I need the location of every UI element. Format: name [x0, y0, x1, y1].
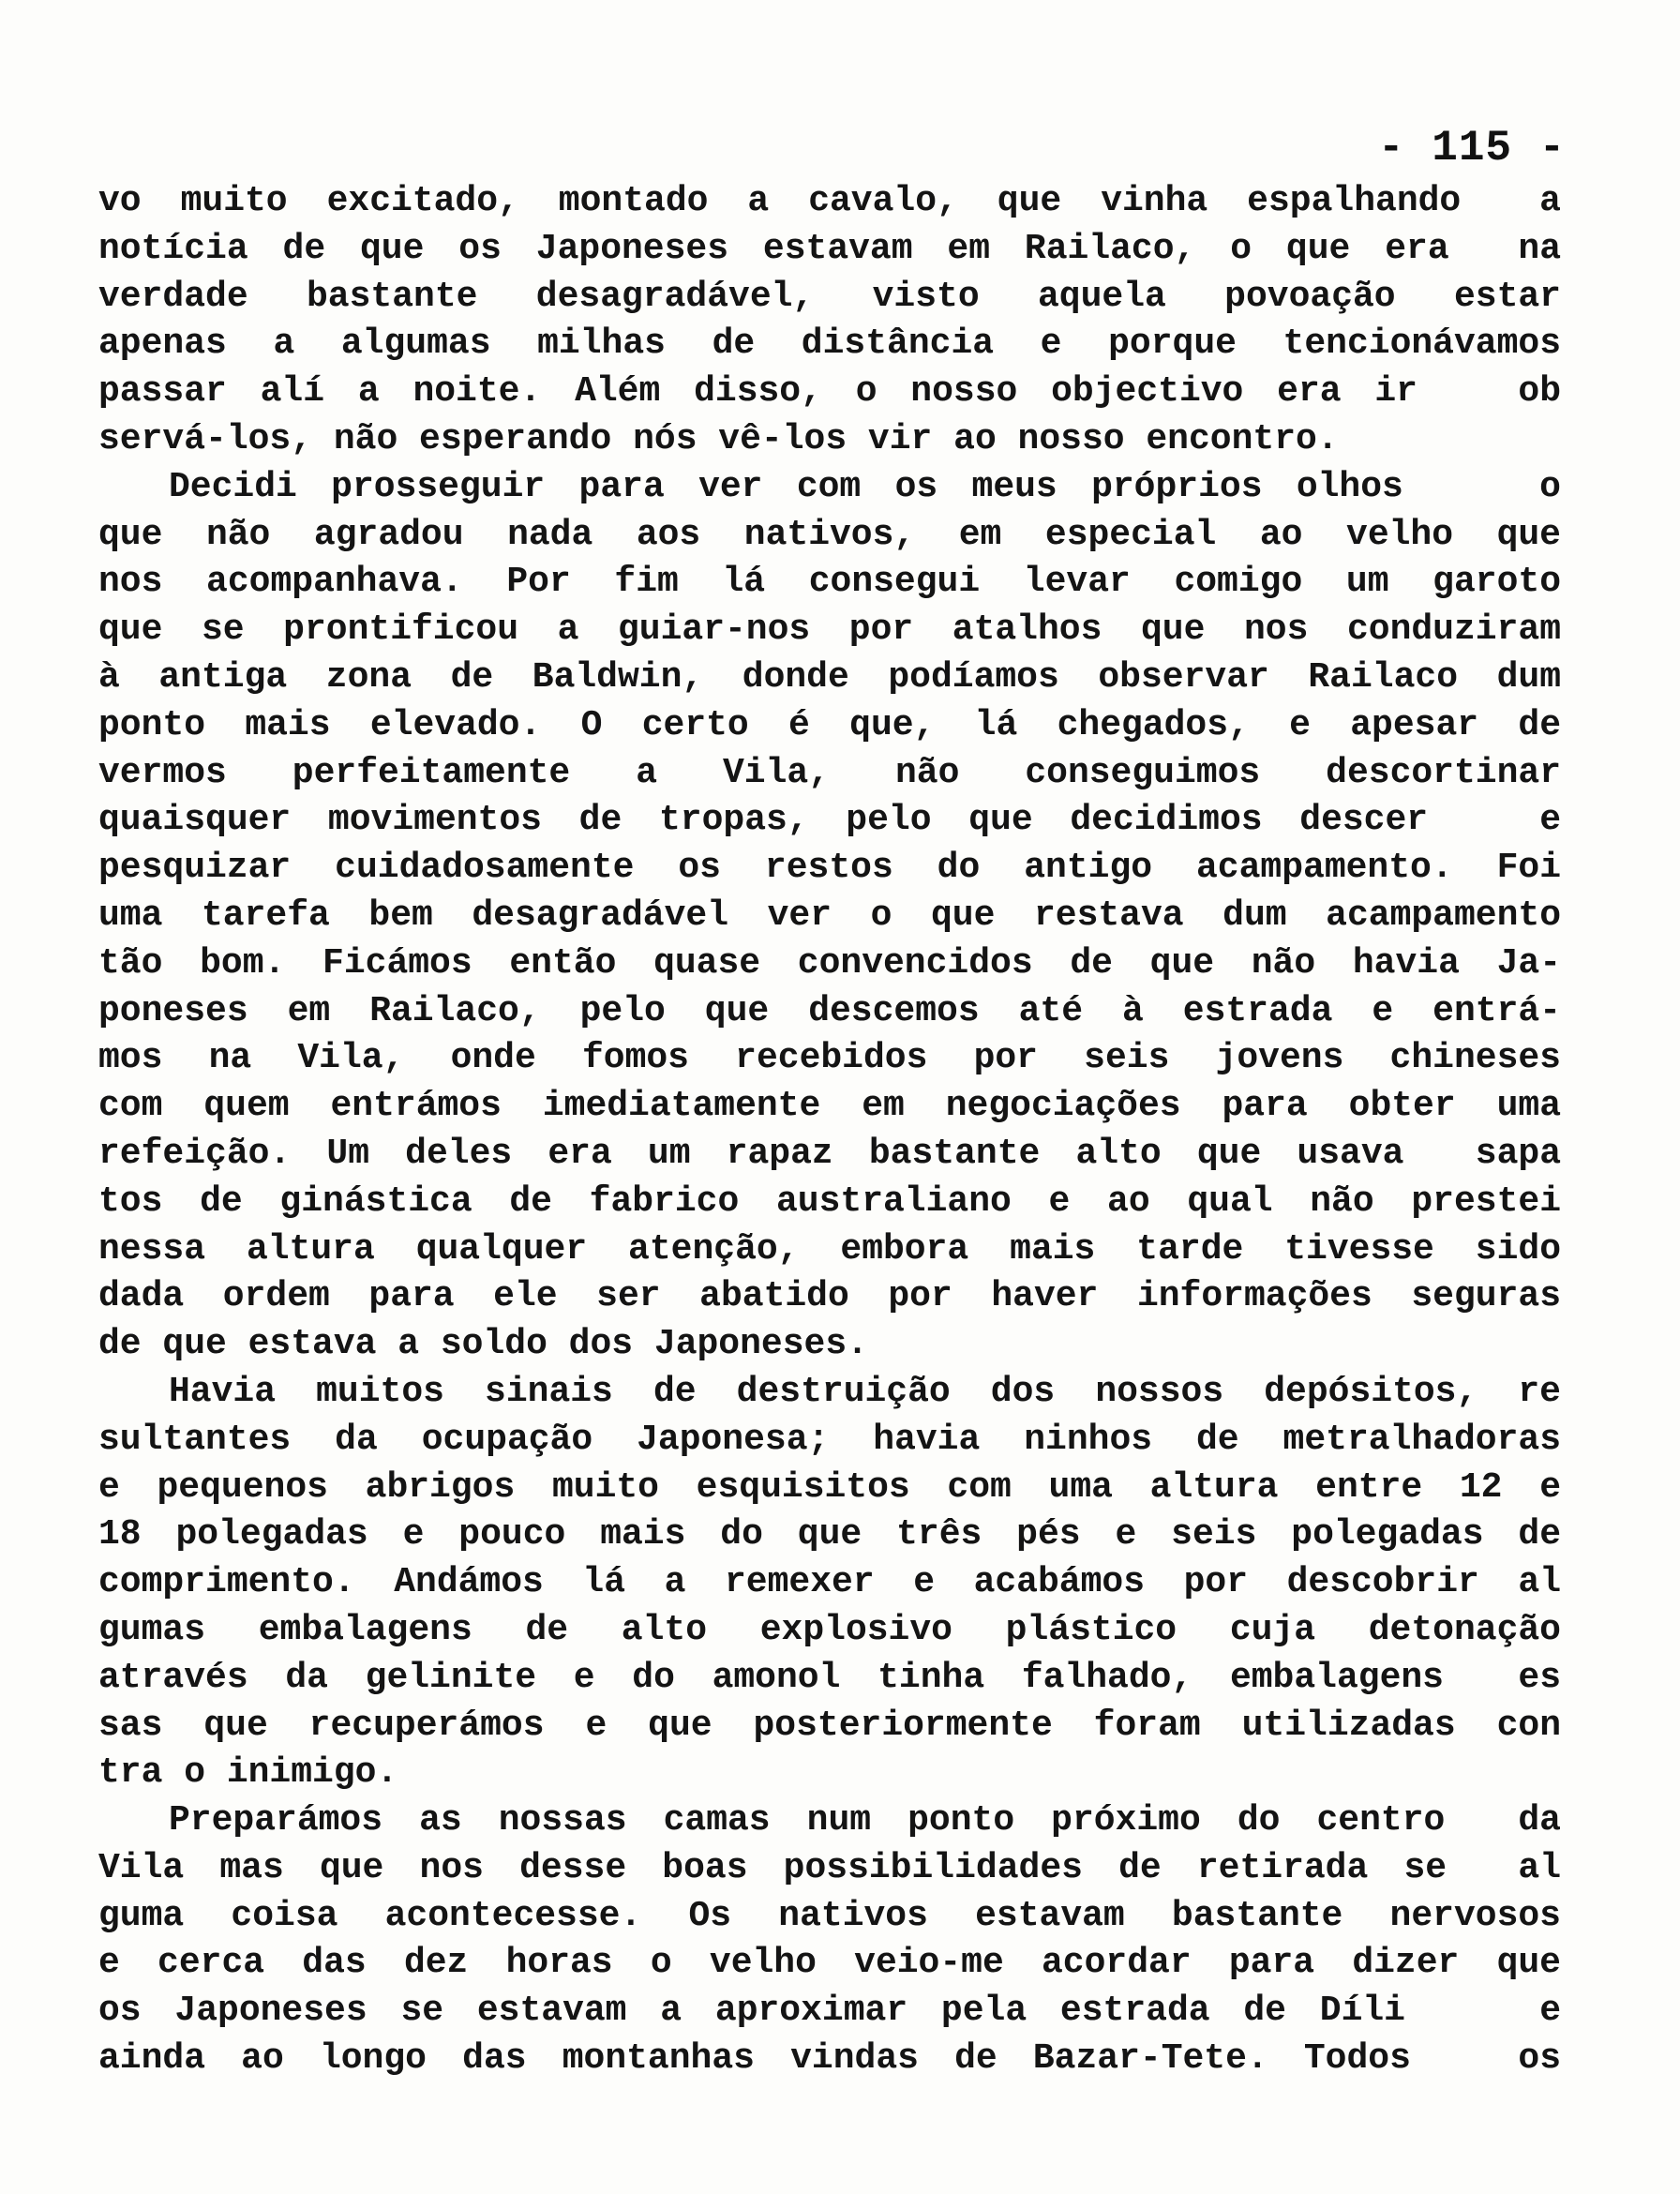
text-line: tão bom. Ficámos então quase convencidos de que não havia Ja- — [98, 942, 1561, 984]
text-line: ainda ao longo das montanhas vindas de Bazar-Tete. Todos os — [98, 2038, 1561, 2080]
page-number: - 115 - — [1378, 124, 1567, 173]
text-line: notícia de que os Japoneses estavam em Railaco, o que era na — [98, 228, 1561, 269]
text-line: à antiga zona de Baldwin, donde podíamos observar Railaco dum — [98, 656, 1561, 698]
text-line: tos de ginástica de fabrico australiano e ao qual não prestei — [98, 1180, 1561, 1222]
text-line: 18 polegadas e pouco mais do que três pés e seis polegadas de — [98, 1514, 1561, 1555]
text-line: comprimento. Andámos lá a remexer e acabámos por descobrir al — [98, 1562, 1561, 1603]
text-line: que se prontificou a guiar-nos por atalhos que nos conduziram — [98, 609, 1561, 651]
text-line: refeição. Um deles era um rapaz bastante alto que usava sapa — [98, 1133, 1561, 1174]
text-line: através da gelinite e do amonol tinha falhado, embalagens es — [98, 1657, 1561, 1698]
text-line: vermos perfeitamente a Vila, não conseguimos descortinar — [98, 752, 1561, 793]
text-line: e cerca das dez horas o velho veio-me acordar para dizer que — [98, 1943, 1561, 1984]
text-line: vo muito excitado, montado a cavalo, que vinha espalhando a — [98, 181, 1561, 221]
text-line: sas que recuperámos e que posteriormente foram utilizadas con — [98, 1705, 1561, 1746]
text-line: servá-los, não esperando nós vê-los vir ao nosso encontro. — [98, 418, 1339, 459]
text-line: ponto mais elevado. O certo é que, lá chegados, e apesar de — [98, 704, 1561, 745]
text-line: Decidi prosseguir para ver com os meus próprios olhos o — [169, 466, 1561, 507]
text-line: e pequenos abrigos muito esquisitos com uma altura entre 12 e — [98, 1466, 1561, 1508]
text-line: passar alí a noite. Além disso, o nosso objectivo era ir ob — [98, 371, 1561, 413]
text-line: pesquizar cuidadosamente os restos do antigo acampamento. Foi — [98, 848, 1561, 889]
text-line: Havia muitos sinais de destruição dos nossos depósitos, re — [169, 1371, 1561, 1412]
text-line: os Japoneses se estavam a aproximar pela estrada de Díli e — [98, 1991, 1561, 2032]
text-line: uma tarefa bem desagradável ver o que restava dum acampamento — [98, 894, 1561, 936]
text-line: com quem entrámos imediatamente em negociações para obter uma — [98, 1086, 1561, 1127]
text-line: mos na Vila, onde fomos recebidos por seis jovens chineses — [98, 1038, 1561, 1079]
text-line: gumas embalagens de alto explosivo plástico cuja detonação — [98, 1609, 1561, 1650]
text-line: tra o inimigo. — [98, 1752, 398, 1794]
text-line: guma coisa acontecesse. Os nativos estavam bastante nervosos — [98, 1895, 1561, 1936]
text-line: que não agradou nada aos nativos, em especial ao velho que — [98, 514, 1561, 555]
text-line: Preparámos as nossas camas num ponto próximo do centro da — [169, 1800, 1561, 1841]
text-line: nessa altura qualquer atenção, embora mais tarde tivesse sido — [98, 1228, 1561, 1270]
text-line: Vila mas que nos desse boas possibilidades de retirada se al — [98, 1847, 1561, 1888]
text-line: nos acompanhava. Por fim lá consegui levar comigo um garoto — [98, 562, 1561, 603]
text-line: poneses em Railaco, pelo que descemos até à estrada e entrá- — [98, 990, 1561, 1031]
text-line: de que estava a soldo dos Japoneses. — [98, 1324, 868, 1365]
text-line: sultantes da ocupação Japonesa; havia ninhos de metralhadoras — [98, 1419, 1561, 1460]
text-line: dada ordem para ele ser abatido por haver informações seguras — [98, 1276, 1561, 1317]
text-line: verdade bastante desagradável, visto aquela povoação estar — [98, 276, 1561, 317]
text-line: apenas a algumas milhas de distância e porque tencionávamos — [98, 323, 1561, 365]
body-text — [98, 178, 1561, 2083]
text-line: quaisquer movimentos de tropas, pelo que decidimos descer e — [98, 800, 1561, 841]
